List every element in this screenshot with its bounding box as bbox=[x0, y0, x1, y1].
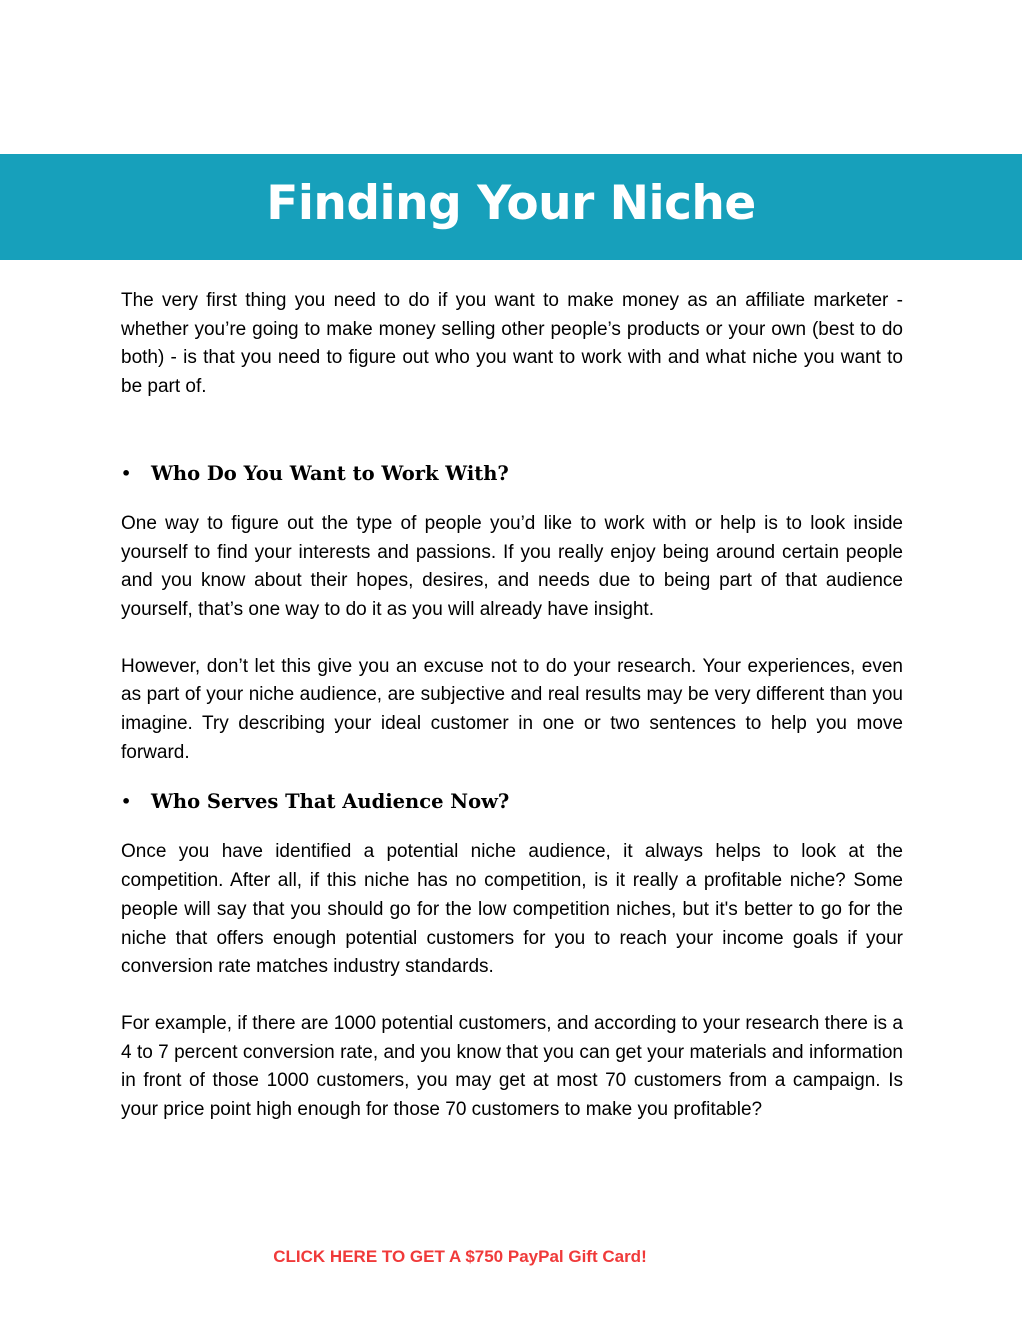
section-heading-work-with bbox=[121, 460, 903, 488]
bullet-icon: • bbox=[121, 463, 132, 483]
article-body bbox=[121, 287, 903, 1125]
section-heading-serves-audience bbox=[121, 788, 903, 816]
section-heading-text: Who Serves That Audience Now? bbox=[151, 790, 510, 814]
body-paragraph: However, don’t let this give you an excuse not to do your research. Your experiences, even as part of your niche audience, are subjective and real results may be very different than you imagine. Try describing your ideal customer in one or two sentences to help you move forward. bbox=[121, 655, 903, 763]
page-title: Finding Your Niche bbox=[266, 176, 756, 231]
body-paragraph: Once you have identified a potential niche audience, it always helps to look at the competition. After all, if this niche has no competition, is it really a profitable niche? Some people will say that you should go for the low competition niches, but it's better to go for the niche that offers enough potential customers for you to reach your income goals if your conversion rate matches industry standards. bbox=[121, 841, 903, 978]
bullet-icon: • bbox=[121, 792, 132, 812]
gift-card-link[interactable]: CLICK HERE TO GET A $750 PayPal Gift Card! bbox=[273, 1247, 647, 1266]
body-paragraph: For example, if there are 1000 potential customers, and according to your research there is a 4 to 7 percent conversion rate, and you know that you can get your materials and information in front of those 1000 customers, you may get at most 70 customers from a campaign. Is your price point high enough for those 70 customers to make you profitable? bbox=[121, 1012, 903, 1121]
body-paragraph: One way to figure out the type of people you’d like to work with or help is to look inside yourself to find your interests and passions. If you really enjoy being around certain people and you know about their hopes, desires, and needs due to being part of that audience yourself, that’s one way to do it as you will already have insight. bbox=[121, 512, 903, 620]
section-heading-text: Who Do You Want to Work With? bbox=[151, 461, 509, 485]
intro-paragraph: The very first thing you need to do if you want to make money as an affiliate marketer - whether you’re going to make money selling other people’s products or your own (best to do both) - is that you need to figure out who you want to work with and what niche you want to be part of. bbox=[121, 290, 903, 398]
